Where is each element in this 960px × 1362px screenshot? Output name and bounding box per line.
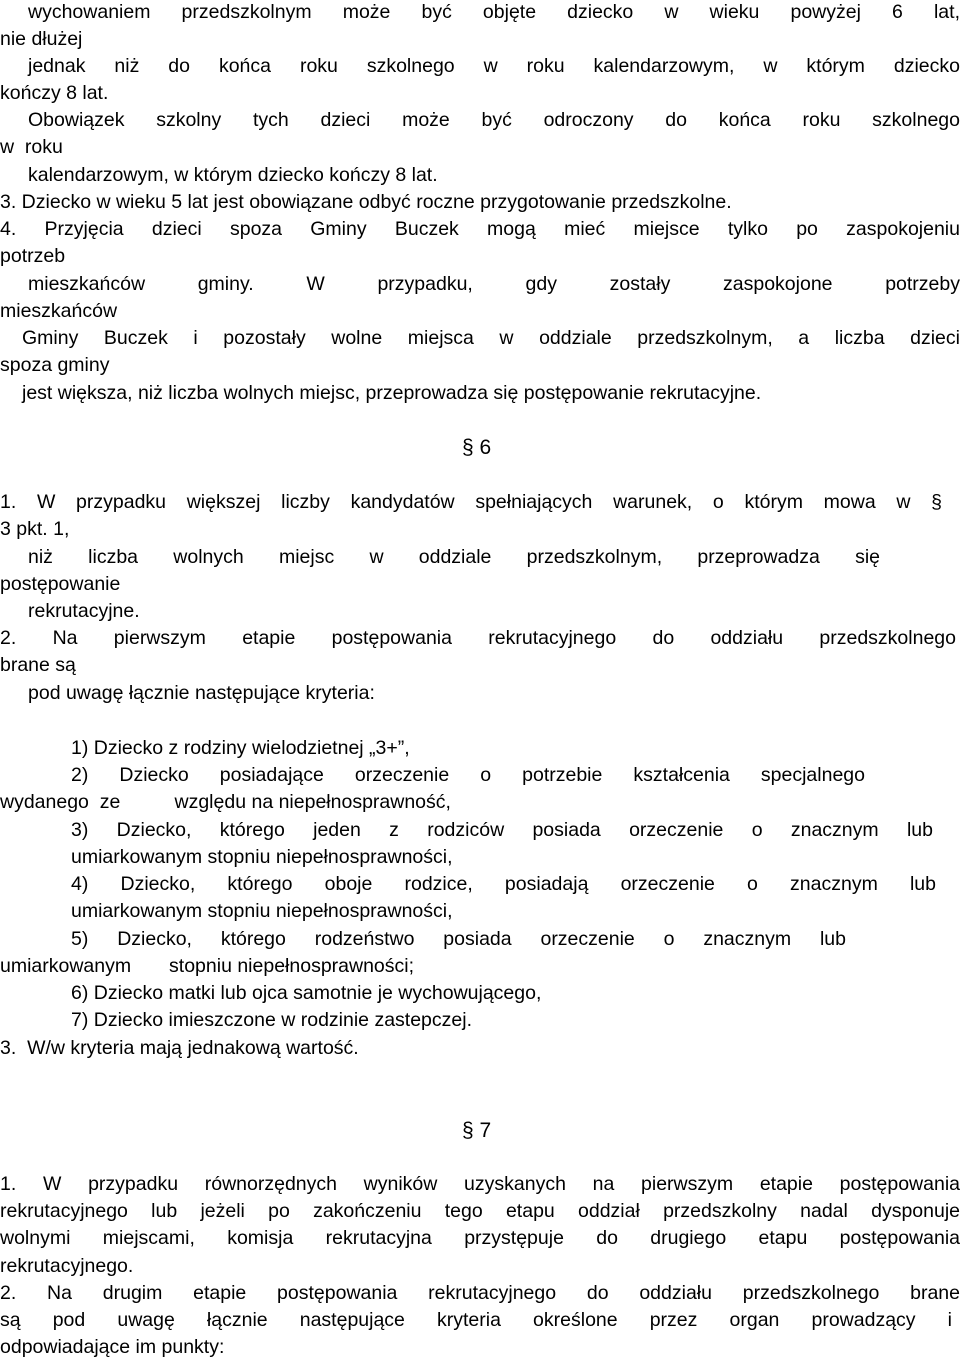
text-line: pod uwagę łącznie następujące kryteria: (28, 682, 375, 704)
criteria-item: 2) Dziecko posiadające orzeczenie o potrzebie kształcenia specjalnego (71, 764, 865, 786)
text-line: mieszkańców gminy. W przypadku, gdy zostały zaspokojone potrzeby (28, 273, 960, 295)
section-heading: § 7 (462, 1119, 492, 1142)
text-line: w roku (0, 136, 63, 158)
text-line: rekrutacyjnego. (0, 1255, 134, 1277)
text-line: odpowiadające im punkty: (0, 1336, 225, 1358)
text-line: kończy 8 lat. (0, 82, 109, 104)
text-line: brane są (0, 654, 76, 676)
section-heading: § 6 (462, 436, 492, 459)
criteria-item: 5) Dziecko, którego rodzeństwo posiada orzeczenie o znacznym lub (71, 928, 846, 950)
text-line: jest większa, niż liczba wolnych miejsc, przeprowadza się postępowanie rekrutacyjne. (22, 382, 762, 404)
criteria-item: umiarkowanym stopniu niepełnosprawności, (71, 900, 453, 922)
text-line: postępowanie (0, 573, 121, 595)
text-line: Obowiązek szkolny tych dzieci może być odroczony do końca roku szkolnego (28, 109, 960, 131)
text-line: rekrutacyjne. (28, 600, 140, 622)
text-line: kalendarzowym, w którym dziecko kończy 8 lat. (28, 164, 438, 186)
text-line: są pod uwagę łącznie następujące kryteria określone przez organ prowadzący i (0, 1309, 952, 1331)
text-line: 1. W przypadku równorzędnych wyników uzyskanych na pierwszym etapie postępowania (0, 1173, 960, 1195)
text-line: rekrutacyjnego lub jeżeli po zakończeniu tego etapu oddział przedszkolny nadal dysponuje (0, 1200, 960, 1222)
text-line: nie dłużej (0, 28, 83, 50)
criteria-item: 3) Dziecko, którego jeden z rodziców posiada orzeczenie o znacznym lub (71, 819, 933, 841)
text-line: mieszkańców (0, 300, 118, 322)
criteria-item: 6) Dziecko matki lub ojca samotnie je wychowującego, (71, 982, 542, 1004)
text-line: 1. W przypadku większej liczby kandydatów spełniających warunek, o którym mowa w § (0, 491, 942, 513)
criteria-item: umiarkowanym stopniu niepełnosprawności; (0, 955, 415, 977)
text-line: spoza gminy (0, 354, 110, 376)
criteria-item: 4) Dziecko, którego oboje rodzice, posiadają orzeczenie o znacznym lub (71, 873, 936, 895)
text-line: 3. Dziecko w wieku 5 lat jest obowiązane odbyć roczne przygotowanie przedszkolne. (0, 191, 732, 213)
criteria-item: umiarkowanym stopniu niepełnosprawności, (71, 846, 453, 868)
text-line: niż liczba wolnych miejsc w oddziale przedszkolnym, przeprowadza się (28, 546, 880, 568)
text-line: Gminy Buczek i pozostały wolne miejsca w oddziale przedszkolnym, a liczba dzieci (22, 327, 960, 349)
text-line: jednak niż do końca roku szkolnego w roku kalendarzowym, w którym dziecko (28, 55, 960, 77)
text-line: potrzeb (0, 245, 66, 267)
text-line: 2. Na drugim etapie postępowania rekrutacyjnego do oddziału przedszkolnego brane (0, 1282, 960, 1304)
criteria-item: 7) Dziecko imieszczone w rodzinie zastepczej. (71, 1009, 472, 1031)
criteria-item: 1) Dziecko z rodziny wielodzietnej „3+”, (71, 737, 410, 759)
text-line: 4. Przyjęcia dzieci spoza Gminy Buczek mogą mieć miejsce tylko po zaspokojeniu (0, 218, 960, 240)
text-line: 3 pkt. 1, (0, 518, 70, 540)
text-line: 3. W/w kryteria mają jednakową wartość. (0, 1037, 359, 1059)
criteria-item: wydanego ze względu na niepełnosprawność, (0, 791, 451, 813)
text-line: wychowaniem przedszkolnym może być objęte dziecko w wieku powyżej 6 lat, (28, 1, 960, 23)
text-line: 2. Na pierwszym etapie postępowania rekrutacyjnego do oddziału przedszkolnego (0, 627, 956, 649)
text-line: wolnymi miejscami, komisja rekrutacyjna przystępuje do drugiego etapu postępowania (0, 1227, 960, 1249)
